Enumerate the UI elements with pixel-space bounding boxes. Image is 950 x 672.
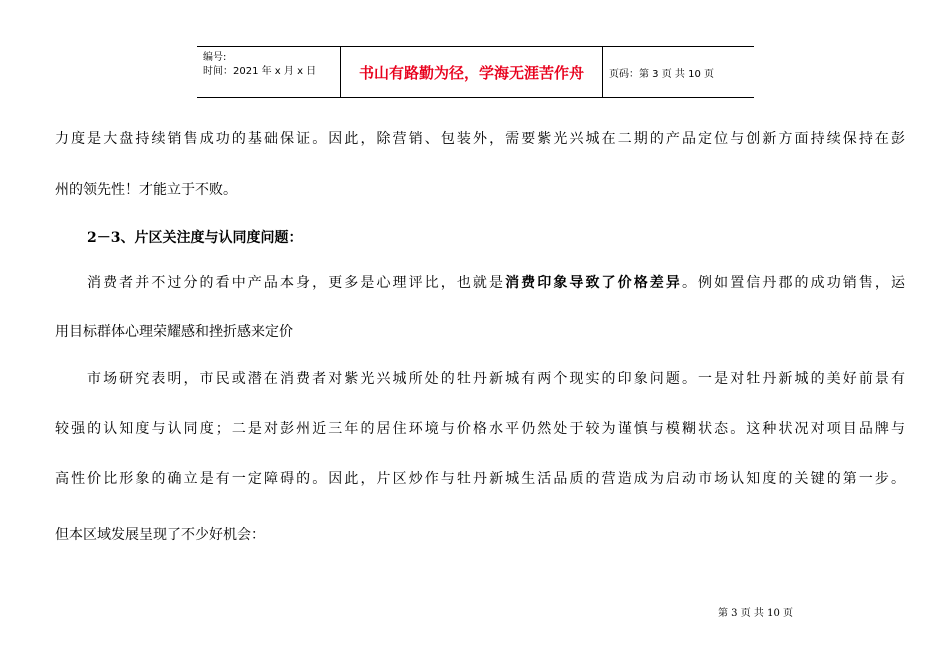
body-line: 市场研究表明，市民或潜在消费者对紫光兴城所处的牡丹新城有两个现实的印象问题。一是对牡丹新城的美好前景有 bbox=[87, 371, 905, 387]
header-number-label: 编号: bbox=[203, 52, 227, 63]
body-line: 但本区域发展呈现了不少好机会： bbox=[55, 527, 265, 543]
body-line: 用目标群体心理荣耀感和挫折感来定价 bbox=[55, 324, 293, 340]
body-line: 力度是大盘持续销售成功的基础保证。因此，除营销、包装外，需要紫光兴城在二期的产品定位与创新方面持续保持在彭 bbox=[55, 131, 905, 147]
body-line: 较强的认知度与认同度；二是对彭州近三年的居住环境与价格水平仍然处于较为谨慎与模糊状态。这种状况对项目品牌与 bbox=[55, 421, 905, 437]
header-page-info: 页码：第 3 页 共 10 页 bbox=[609, 68, 714, 80]
body-line: 州的领先性！才能立于不败。 bbox=[55, 182, 237, 198]
document-header bbox=[197, 46, 754, 98]
emphasis-text: 消费印象导致了价格差异 bbox=[505, 275, 682, 291]
body-text: 消费者并不过分的看中产品本身，更多是心理评比，也就是 bbox=[87, 275, 506, 291]
body-line bbox=[87, 273, 905, 293]
section-heading: 2－3、片区关注度与认同度问题： bbox=[87, 230, 303, 246]
header-meta bbox=[197, 47, 340, 97]
footer-page-number: 第 3 页 共 10 页 bbox=[718, 608, 793, 619]
body-text: 。例如置信丹郡的成功销售，运 bbox=[681, 275, 906, 291]
header-time: 时间：2021 年 x 月 x 日 bbox=[203, 66, 317, 77]
header-motto: 书山有路勤为径，学海无涯苦作舟 bbox=[340, 47, 603, 97]
body-line: 高性价比形象的确立是有一定障碍的。因此，片区炒作与牡丹新城生活品质的营造成为启动市场认知度的关键的第一步。 bbox=[55, 471, 905, 487]
